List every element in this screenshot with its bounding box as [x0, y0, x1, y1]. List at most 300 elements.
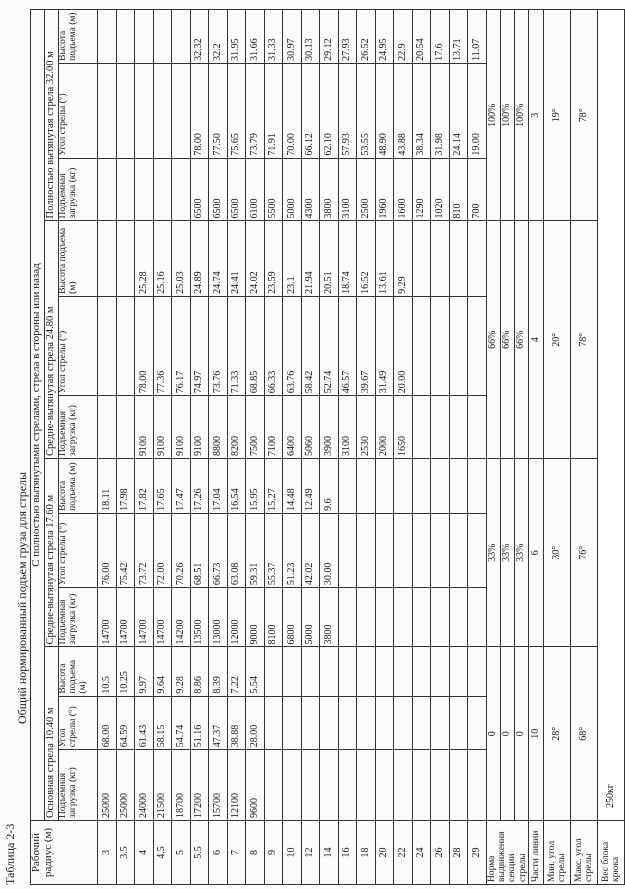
- value-cell: 31.49: [375, 296, 394, 395]
- value-cell: [338, 513, 357, 587]
- value-cell: 76.17: [172, 296, 191, 395]
- radius-cell: 24: [412, 821, 431, 885]
- table-row: [320, 10, 339, 885]
- parts-value: 3: [529, 10, 544, 221]
- value-cell: 17.65: [153, 459, 172, 514]
- value-cell: 13.61: [375, 221, 394, 296]
- value-cell: 7500: [246, 396, 265, 459]
- value-cell: [431, 221, 450, 296]
- value-cell: 9100: [190, 396, 209, 459]
- value-cell: 75.42: [116, 513, 135, 587]
- value-cell: 14.48: [283, 459, 302, 514]
- value-cell: [375, 696, 394, 750]
- extension-value: 66%: [515, 221, 529, 459]
- value-cell: 25000: [116, 750, 135, 821]
- value-cell: [468, 647, 487, 696]
- value-cell: 38.88: [227, 696, 246, 750]
- value-cell: 24.02: [246, 221, 265, 296]
- value-cell: 24.74: [209, 221, 228, 296]
- value-cell: 47.37: [209, 696, 228, 750]
- value-cell: 11.07: [468, 10, 487, 64]
- value-cell: 20.51: [320, 221, 339, 296]
- value-cell: 12000: [227, 588, 246, 647]
- value-cell: [338, 647, 357, 696]
- radius-cell: 4: [135, 821, 154, 885]
- value-cell: [116, 221, 135, 296]
- value-cell: [135, 158, 154, 221]
- value-cell: 17.47: [172, 459, 191, 514]
- value-cell: 20.00: [394, 296, 413, 395]
- value-cell: [375, 513, 394, 587]
- value-cell: [449, 588, 468, 647]
- value-cell: 8.86: [190, 647, 209, 696]
- value-cell: 28.00: [246, 696, 265, 750]
- value-cell: 5000: [283, 158, 302, 221]
- table-row: [190, 10, 209, 885]
- value-cell: 6400: [283, 396, 302, 459]
- value-cell: 13.71: [449, 10, 468, 64]
- value-cell: [431, 296, 450, 395]
- value-cell: 54.74: [172, 696, 191, 750]
- load-chart-table: [30, 9, 625, 885]
- value-cell: 5000: [301, 588, 320, 647]
- column-header-0-2: Высота подъема (м): [59, 647, 98, 696]
- table-row: [98, 10, 117, 885]
- hook-weight-value: 250кг: [598, 10, 625, 821]
- extension-value: 66%: [486, 221, 500, 459]
- value-cell: 18.11: [98, 459, 117, 514]
- table-row: [412, 10, 431, 885]
- value-cell: [357, 459, 376, 514]
- value-cell: [449, 696, 468, 750]
- value-cell: 2000: [375, 396, 394, 459]
- extension-value: 100%: [500, 10, 514, 221]
- value-cell: 18.74: [338, 221, 357, 296]
- value-cell: 31.66: [246, 10, 265, 64]
- parts-row: [529, 10, 544, 885]
- value-cell: [116, 296, 135, 395]
- max-angle-value: 76°: [571, 459, 598, 647]
- value-cell: [431, 696, 450, 750]
- max-angle-value: 68°: [571, 647, 598, 821]
- parts-label: Части линии: [529, 821, 544, 885]
- value-cell: [431, 750, 450, 821]
- value-cell: 57.93: [338, 63, 357, 158]
- value-cell: 68.00: [98, 696, 117, 750]
- extension-row: [515, 10, 529, 885]
- value-cell: 31.33: [264, 10, 283, 64]
- hook-weight-row: [598, 10, 625, 885]
- value-cell: [449, 513, 468, 587]
- value-cell: 73.72: [135, 513, 154, 587]
- value-cell: [301, 696, 320, 750]
- value-cell: [264, 647, 283, 696]
- value-cell: [412, 696, 431, 750]
- min-angle-value: 20°: [544, 221, 571, 459]
- table-row: [338, 10, 357, 885]
- value-cell: [412, 459, 431, 514]
- value-cell: 5500: [264, 158, 283, 221]
- value-cell: 77.50: [209, 63, 228, 158]
- extension-value: 0: [500, 647, 514, 821]
- table-title: Общий нормированный подъем груза для стрелы: [15, 471, 29, 724]
- radius-cell: 9: [264, 821, 283, 885]
- value-cell: [116, 158, 135, 221]
- value-cell: 78.00: [135, 296, 154, 395]
- value-cell: [468, 459, 487, 514]
- value-cell: 70.00: [283, 63, 302, 158]
- value-cell: 30.97: [283, 10, 302, 64]
- load-data-body: [98, 10, 487, 885]
- value-cell: 55.37: [264, 513, 283, 587]
- value-cell: 9100: [135, 396, 154, 459]
- value-cell: [357, 750, 376, 821]
- value-cell: 15.27: [264, 459, 283, 514]
- radius-cell: 28: [449, 821, 468, 885]
- value-cell: 810: [449, 158, 468, 221]
- value-cell: 6500: [209, 158, 228, 221]
- value-cell: [98, 158, 117, 221]
- column-header-0-1: Угол стрелы (°): [59, 696, 98, 750]
- table-row: [449, 10, 468, 885]
- value-cell: [394, 647, 413, 696]
- value-cell: 46.57: [338, 296, 357, 395]
- value-cell: [172, 158, 191, 221]
- value-cell: [431, 459, 450, 514]
- value-cell: [431, 396, 450, 459]
- value-cell: 30.13: [301, 10, 320, 64]
- radius-cell: 16: [338, 821, 357, 885]
- boom-header-1: Средне-вытянутая стрела 17.60 м: [45, 459, 59, 647]
- radius-header: Рабочий радиус (м): [31, 821, 98, 885]
- radius-cell: 22: [394, 821, 413, 885]
- boom-header-2: Средне-вытянутая стрела 24.80 м: [45, 221, 59, 459]
- value-cell: [264, 696, 283, 750]
- min-angle-label: Мин. угол стрелы: [544, 821, 571, 885]
- value-cell: 72.00: [153, 513, 172, 587]
- value-cell: 32.32: [190, 10, 209, 64]
- value-cell: [468, 750, 487, 821]
- value-cell: [412, 396, 431, 459]
- value-cell: [449, 750, 468, 821]
- extension-value: 33%: [486, 459, 500, 647]
- table-row: [172, 10, 191, 885]
- value-cell: 3100: [338, 396, 357, 459]
- value-cell: 9100: [153, 396, 172, 459]
- extension-value: 0: [515, 647, 529, 821]
- value-cell: 9.64: [153, 647, 172, 696]
- min-angle-value: 19°: [544, 10, 571, 221]
- value-cell: [412, 513, 431, 587]
- value-cell: 9.6: [320, 459, 339, 514]
- radius-cell: 3: [98, 821, 117, 885]
- boom-header-3: Полностью вытянутая стрела 32.00 м: [45, 10, 59, 221]
- table-row: [301, 10, 320, 885]
- value-cell: 58.15: [153, 696, 172, 750]
- parts-value: 6: [529, 459, 544, 647]
- radius-cell: 29: [468, 821, 487, 885]
- value-cell: 66.12: [301, 63, 320, 158]
- value-cell: 700: [468, 158, 487, 221]
- value-cell: 75.65: [227, 63, 246, 158]
- value-cell: [394, 513, 413, 587]
- value-cell: 1650: [394, 396, 413, 459]
- value-cell: 25.28: [135, 221, 154, 296]
- value-cell: 7.22: [227, 647, 246, 696]
- value-cell: [98, 221, 117, 296]
- column-header-0-0: Подъемная загрузка (кг): [59, 750, 98, 821]
- table-row: [283, 10, 302, 885]
- max-angle-value: 78°: [571, 221, 598, 459]
- value-cell: 73.76: [209, 296, 228, 395]
- table-row: [209, 10, 228, 885]
- radius-cell: 8: [246, 821, 265, 885]
- radius-cell: 3.5: [116, 821, 135, 885]
- value-cell: 31.98: [431, 63, 450, 158]
- value-cell: [431, 647, 450, 696]
- value-cell: 3100: [338, 158, 357, 221]
- value-cell: [338, 588, 357, 647]
- value-cell: [431, 588, 450, 647]
- value-cell: 13000: [209, 588, 228, 647]
- value-cell: [412, 588, 431, 647]
- value-cell: 76.00: [98, 513, 117, 587]
- column-header-1-0: Подъемная загрузка (кг): [59, 588, 98, 647]
- value-cell: 14700: [98, 588, 117, 647]
- value-cell: 43.88: [394, 63, 413, 158]
- column-header-3-2: Высота подъема (м): [59, 10, 98, 64]
- value-cell: 30.00: [320, 513, 339, 587]
- extension-value: 100%: [515, 10, 529, 221]
- value-cell: 9.97: [135, 647, 154, 696]
- table-number: Таблица 2-3: [3, 823, 17, 885]
- value-cell: 48.90: [375, 63, 394, 158]
- column-header-2-1: Угол стрелы (°): [59, 296, 98, 395]
- parts-value: 4: [529, 221, 544, 459]
- extension-value: 66%: [500, 221, 514, 459]
- value-cell: 15700: [209, 750, 228, 821]
- value-cell: [468, 396, 487, 459]
- value-cell: [449, 296, 468, 395]
- value-cell: 25.16: [153, 221, 172, 296]
- value-cell: [98, 10, 117, 64]
- value-cell: 17.6: [431, 10, 450, 64]
- value-cell: 8.39: [209, 647, 228, 696]
- value-cell: [468, 696, 487, 750]
- value-cell: [375, 647, 394, 696]
- value-cell: 25.03: [172, 221, 191, 296]
- value-cell: [283, 647, 302, 696]
- table-row: [431, 10, 450, 885]
- value-cell: 2500: [357, 158, 376, 221]
- radius-cell: 4.5: [153, 821, 172, 885]
- radius-cell: 12: [301, 821, 320, 885]
- value-cell: 17.04: [209, 459, 228, 514]
- value-cell: 58.42: [301, 296, 320, 395]
- value-cell: [375, 750, 394, 821]
- value-cell: 51.16: [190, 696, 209, 750]
- table-row: [394, 10, 413, 885]
- value-cell: 12100: [227, 750, 246, 821]
- table-row: [375, 10, 394, 885]
- table-row: [246, 10, 265, 885]
- value-cell: [116, 63, 135, 158]
- extension-value: 0: [486, 647, 500, 821]
- hook-weight-label: Вес блока крюка: [598, 821, 625, 885]
- value-cell: 63.76: [283, 296, 302, 395]
- value-cell: [357, 588, 376, 647]
- value-cell: 17200: [190, 750, 209, 821]
- value-cell: 9100: [172, 396, 191, 459]
- extension-row: [486, 10, 500, 885]
- value-cell: 2530: [357, 396, 376, 459]
- value-cell: 8200: [227, 396, 246, 459]
- radius-cell: 20: [375, 821, 394, 885]
- value-cell: 12.49: [301, 459, 320, 514]
- value-cell: [98, 63, 117, 158]
- boom-header-0: Основная стрела 10.40 м: [45, 647, 59, 821]
- value-cell: 64.59: [116, 696, 135, 750]
- value-cell: 59.31: [246, 513, 265, 587]
- value-cell: 16.54: [227, 459, 246, 514]
- value-cell: 14700: [116, 588, 135, 647]
- value-cell: [449, 221, 468, 296]
- value-cell: 9.29: [394, 221, 413, 296]
- value-cell: 1020: [431, 158, 450, 221]
- table-row: [468, 10, 487, 885]
- value-cell: 51.23: [283, 513, 302, 587]
- table-row: [153, 10, 172, 885]
- value-cell: [338, 750, 357, 821]
- value-cell: 31.95: [227, 10, 246, 64]
- value-cell: [412, 221, 431, 296]
- value-cell: [412, 296, 431, 395]
- value-cell: 1290: [412, 158, 431, 221]
- value-cell: 15.95: [246, 459, 265, 514]
- value-cell: 6100: [246, 158, 265, 221]
- value-cell: 24.95: [375, 10, 394, 64]
- value-cell: 10.25: [116, 647, 135, 696]
- radius-cell: 10: [283, 821, 302, 885]
- value-cell: 39.67: [357, 296, 376, 395]
- value-cell: 24000: [135, 750, 154, 821]
- min-angle-value: 28°: [544, 647, 571, 821]
- table-row: [135, 10, 154, 885]
- max-angle-value: 78°: [571, 10, 598, 221]
- value-cell: 22.9: [394, 10, 413, 64]
- value-cell: 66.73: [209, 513, 228, 587]
- value-cell: [394, 588, 413, 647]
- radius-cell: 26: [431, 821, 450, 885]
- value-cell: 42.02: [301, 513, 320, 587]
- value-cell: [375, 588, 394, 647]
- value-cell: 61.43: [135, 696, 154, 750]
- value-cell: [468, 588, 487, 647]
- value-cell: 9.28: [172, 647, 191, 696]
- value-cell: 9000: [246, 588, 265, 647]
- value-cell: [468, 296, 487, 395]
- value-cell: [412, 750, 431, 821]
- value-cell: 21.94: [301, 221, 320, 296]
- value-cell: 70.26: [172, 513, 191, 587]
- table-row: [116, 10, 135, 885]
- value-cell: [394, 459, 413, 514]
- extension-value: 33%: [515, 459, 529, 647]
- value-cell: 17.82: [135, 459, 154, 514]
- value-cell: [98, 396, 117, 459]
- extension-value: 33%: [500, 459, 514, 647]
- value-cell: 10.5: [98, 647, 117, 696]
- value-cell: 14200: [172, 588, 191, 647]
- group-header: С полностью вытянутыми стрелами, стрела в стороны или назад: [31, 10, 45, 821]
- extension-label: Норма выдвижения секции стрелы: [486, 821, 529, 885]
- value-cell: 7100: [264, 396, 283, 459]
- value-cell: 24.41: [227, 221, 246, 296]
- value-cell: [357, 696, 376, 750]
- value-cell: 5060: [301, 396, 320, 459]
- radius-cell: 5: [172, 821, 191, 885]
- value-cell: 23.59: [264, 221, 283, 296]
- value-cell: 52.74: [320, 296, 339, 395]
- column-header-row: [59, 10, 98, 885]
- min-angle-value: 30°: [544, 459, 571, 647]
- value-cell: [153, 10, 172, 64]
- value-cell: 71.91: [264, 63, 283, 158]
- value-cell: [283, 696, 302, 750]
- boom-header-row: [45, 10, 59, 885]
- value-cell: 78.00: [190, 63, 209, 158]
- value-cell: 17.98: [116, 459, 135, 514]
- value-cell: [135, 63, 154, 158]
- value-cell: [301, 750, 320, 821]
- radius-cell: 5.5: [190, 821, 209, 885]
- value-cell: 38.34: [412, 63, 431, 158]
- value-cell: 1600: [394, 158, 413, 221]
- value-cell: 6500: [190, 158, 209, 221]
- radius-cell: 6: [209, 821, 228, 885]
- value-cell: [320, 750, 339, 821]
- value-cell: 29.12: [320, 10, 339, 64]
- value-cell: 25000: [98, 750, 117, 821]
- max-angle-row: [571, 10, 598, 885]
- value-cell: 23.1: [283, 221, 302, 296]
- value-cell: [301, 647, 320, 696]
- column-header-1-1: Угол стрелы (°): [59, 513, 98, 587]
- value-cell: 8100: [264, 588, 283, 647]
- column-header-2-2: Высота подъема (м): [59, 221, 98, 296]
- value-cell: 66.33: [264, 296, 283, 395]
- value-cell: 68.85: [246, 296, 265, 395]
- value-cell: [357, 647, 376, 696]
- column-header-1-2: Высота подъема (м): [59, 459, 98, 514]
- value-cell: 62.10: [320, 63, 339, 158]
- value-cell: [375, 459, 394, 514]
- value-cell: 9600: [246, 750, 265, 821]
- column-header-2-0: Подъемная загрузка (кг): [59, 396, 98, 459]
- extension-row: [500, 10, 514, 885]
- value-cell: 17.26: [190, 459, 209, 514]
- value-cell: [394, 750, 413, 821]
- value-cell: 4300: [301, 158, 320, 221]
- value-cell: [172, 63, 191, 158]
- value-cell: 77.36: [153, 296, 172, 395]
- value-cell: 3800: [320, 158, 339, 221]
- value-cell: 21500: [153, 750, 172, 821]
- value-cell: [394, 696, 413, 750]
- value-cell: 68.51: [190, 513, 209, 587]
- value-cell: [357, 513, 376, 587]
- value-cell: [412, 647, 431, 696]
